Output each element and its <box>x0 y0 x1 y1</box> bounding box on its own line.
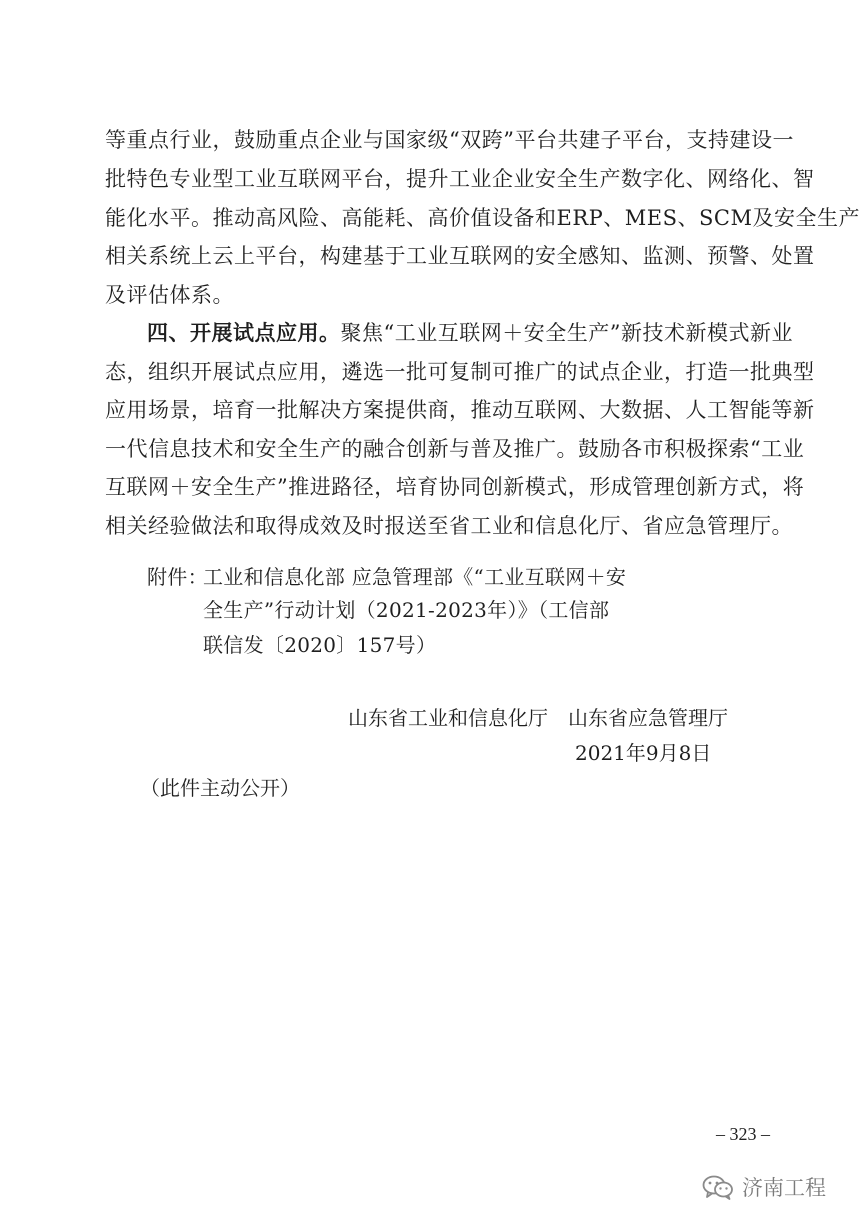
paragraph-line: 相关系统上云上平台，构建基于工业互联网的安全感知、监测、预警、处置 <box>105 244 815 268</box>
attachment-line: 工业和信息化部 应急管理部《“工业互联网＋安 <box>203 565 627 589</box>
paragraph-text: 聚焦“工业互联网＋安全生产”新技术新模式新业 <box>340 321 793 345</box>
section-heading: 四、开展试点应用。 <box>147 320 341 345</box>
attachment-line: 全生产”行动计划（2021-2023年）》（工信部 <box>203 598 610 622</box>
paragraph-line: 相关经验做法和取得成效及时报送至省工业和信息化厅、省应急管理厅。 <box>105 514 793 538</box>
paragraph-line: 及评估体系。 <box>105 283 234 307</box>
paragraph-line: 互联网＋安全生产”推进路径，培育协同创新模式，形成管理创新方式，将 <box>105 475 805 499</box>
source-watermark <box>702 1172 826 1202</box>
paragraph-line: 等重点行业，鼓励重点企业与国家级“双跨”平台共建子平台，支持建设一 <box>105 128 794 152</box>
page-number: – 323 – <box>716 1124 770 1144</box>
issue-date: 2021年9月8日 <box>575 741 712 765</box>
wechat-icon <box>702 1174 734 1200</box>
issuing-authorities: 山东省工业和信息化厅 山东省应急管理厅 <box>348 706 728 730</box>
paragraph-line: 批特色专业型工业互联网平台，提升工业企业安全生产数字化、网络化、智 <box>105 167 815 191</box>
paragraph-line: 应用场景，培育一批解决方案提供商，推动互联网、大数据、人工智能等新 <box>105 398 815 422</box>
watermark-text: 济南工程 <box>742 1176 826 1200</box>
paragraph-line: 态，组织开展试点应用，遴选一批可复制可推广的试点企业，打造一批典型 <box>105 360 815 384</box>
attachment-line: 联信发〔2020〕157号） <box>203 633 437 657</box>
section-heading-line <box>147 318 793 348</box>
disclosure-note: （此件主动公开） <box>140 776 300 800</box>
paragraph-line: 一代信息技术和安全生产的融合创新与普及推广。鼓励各市积极探索“工业 <box>105 437 805 461</box>
paragraph-line: 能化水平。推动高风险、高能耗、高价值设备和ERP、MES、SCM及安全生产 <box>105 206 860 230</box>
attachment-label: 附件： <box>147 565 208 589</box>
